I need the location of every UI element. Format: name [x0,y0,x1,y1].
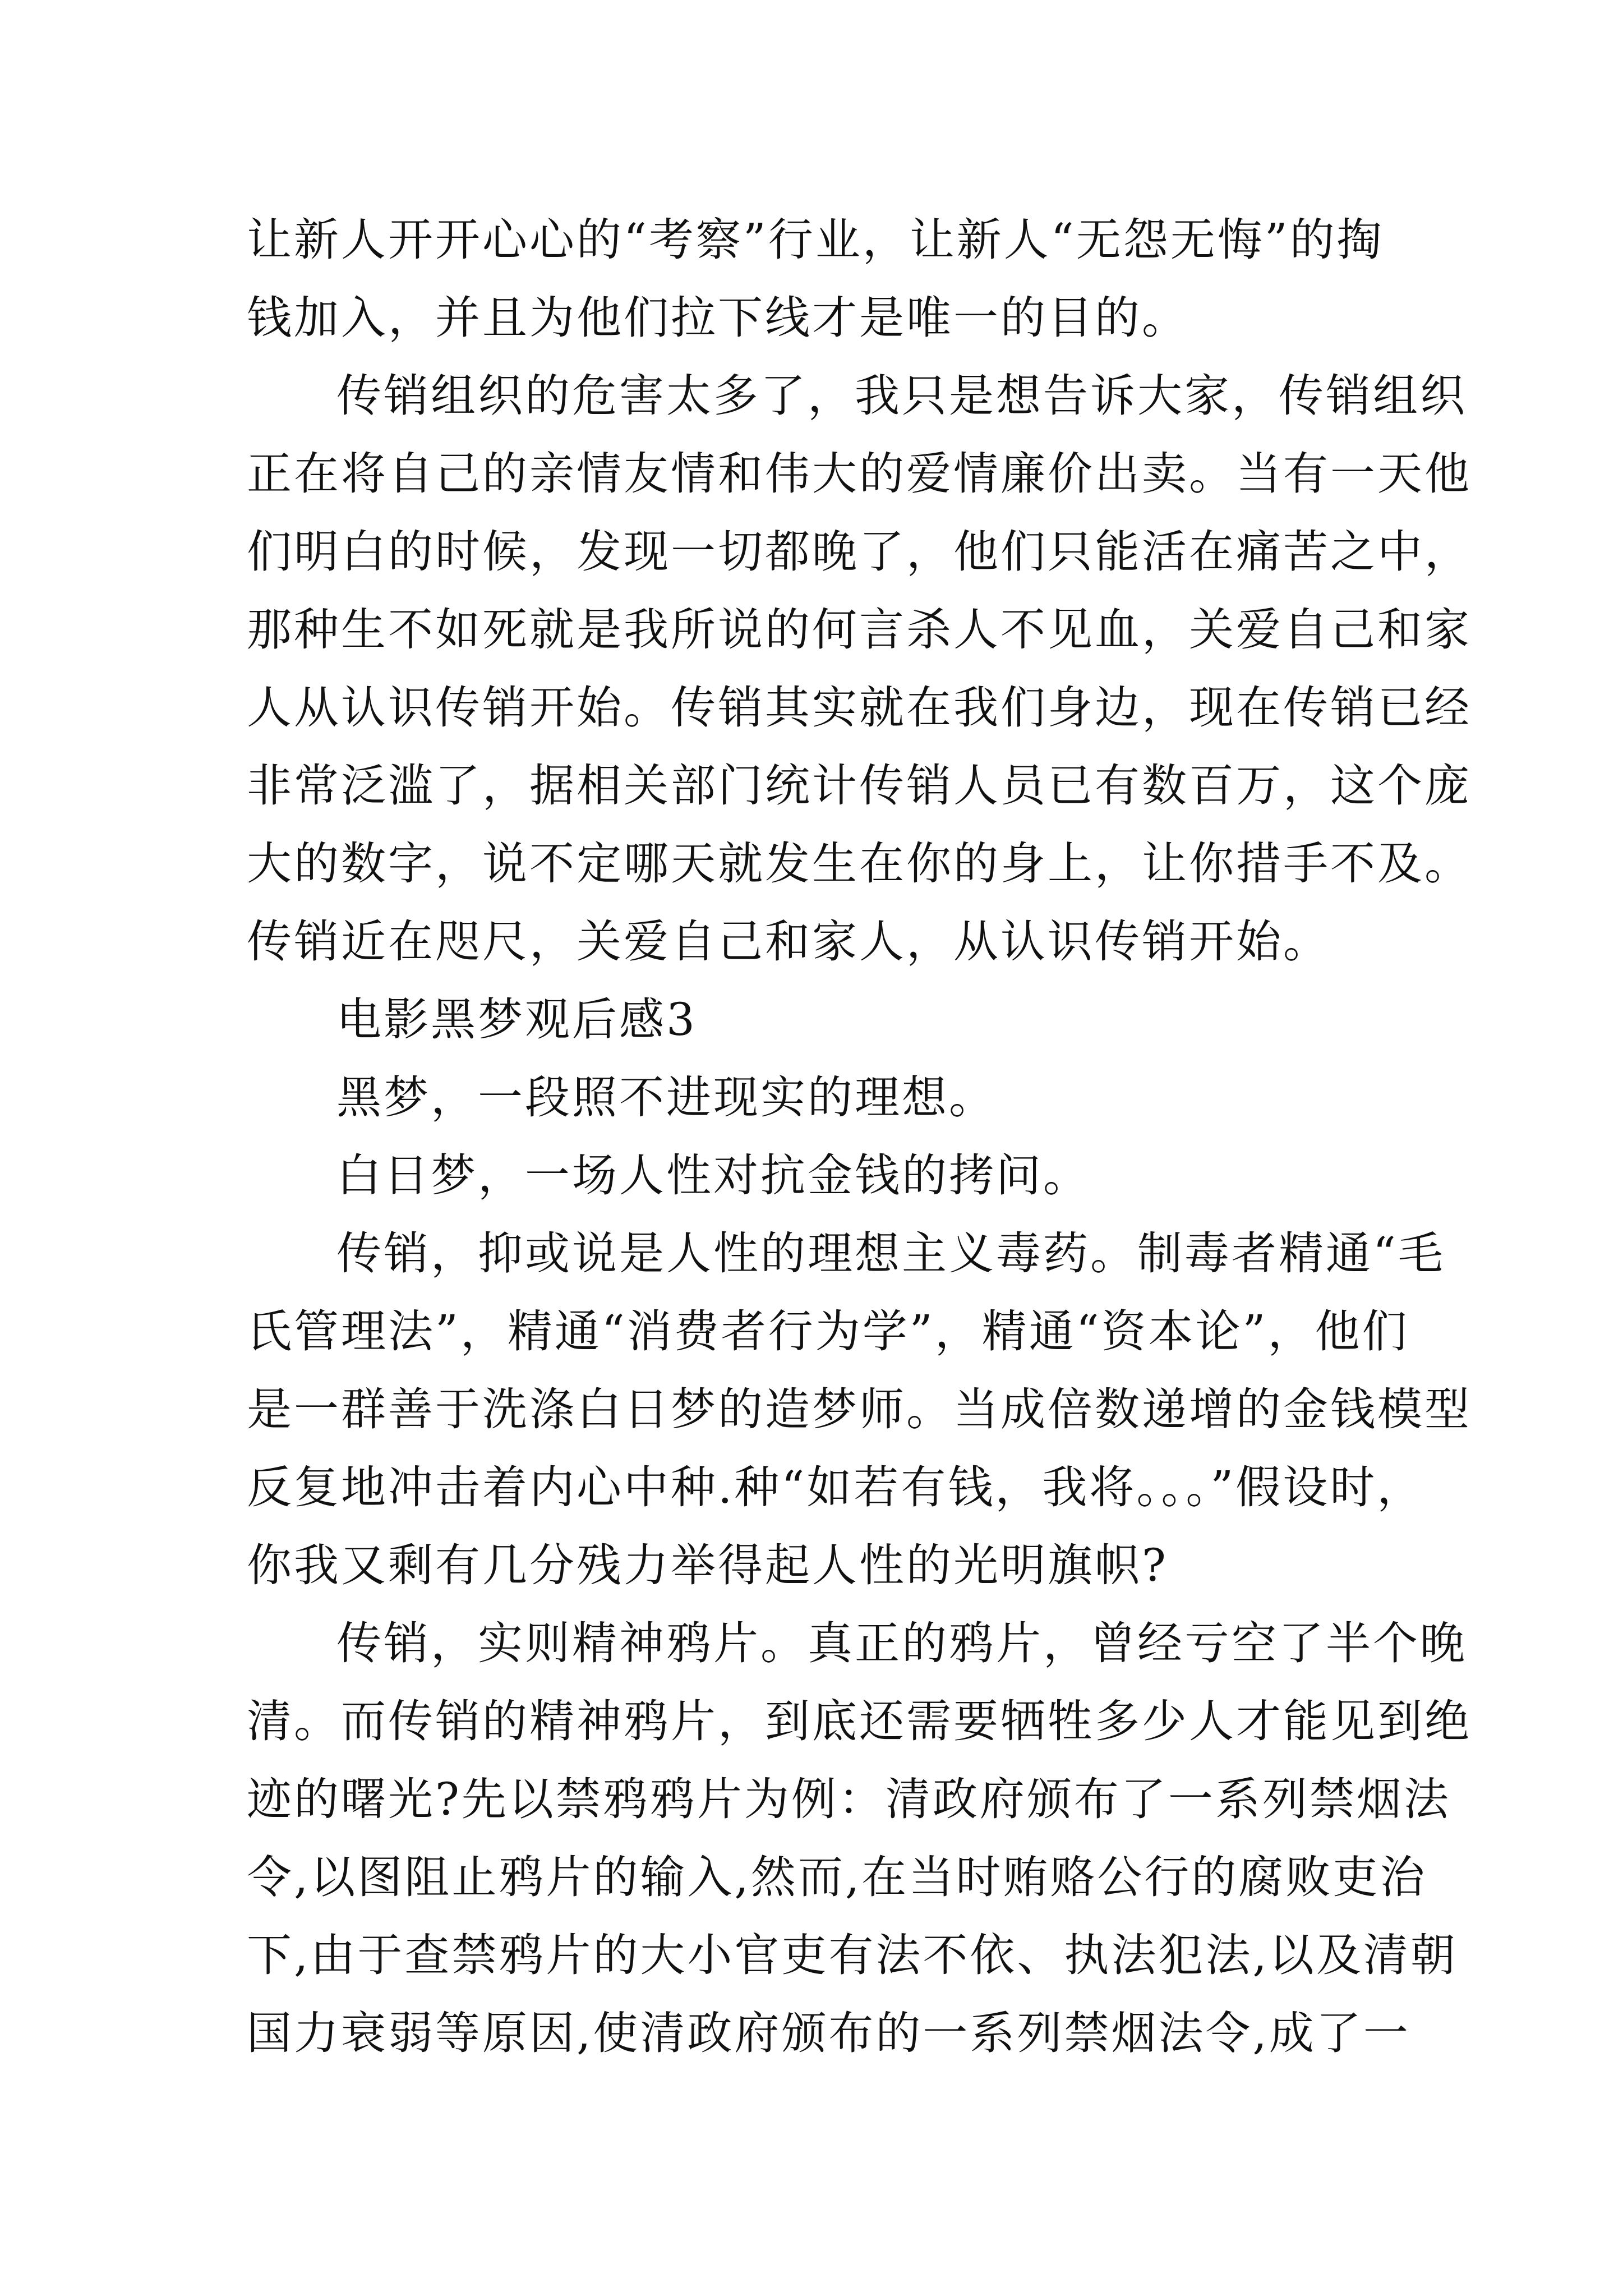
text-line: 传销，实则精神鸦片。真正的鸦片，曾经亏空了半个晚 [336,1617,1467,1669]
text-line: 是一群善于洗涤白日梦的造梦师。当成倍数递增的金钱模型 [247,1383,1472,1435]
section-heading: 电影黑梦观后感3 [336,993,697,1046]
text-line: 人从认识传销开始。传销其实就在我们身边，现在传销已经 [247,682,1472,734]
text-line: 钱加入，并且为他们拉下线才是唯一的目的。 [247,292,1189,344]
text-line: 氏管理法”，精通“消费者行为学”，精通“资本论”，他们 [247,1305,1409,1358]
text-line: 传销，抑或说是人性的理想主义毒药。制毒者精通“毛 [336,1227,1445,1280]
text-line: 国力衰弱等原因,使清政府颁布的一系列禁烟法令,成了一 [247,2007,1410,2059]
body-text [247,201,1472,2072]
text-line: 下,由于查禁鸦片的大小官吏有法不依、执法犯法,以及清朝 [247,1929,1458,1981]
text-line: 让新人开开心心的“考察”行业，让新人“无怨无悔”的掏 [247,214,1384,266]
text-line: 那种生不如死就是我所说的何言杀人不见血，关爱自己和家 [247,604,1472,656]
text-line: 正在将自己的亲情友情和伟大的爱情廉价出卖。当有一天他 [247,448,1472,500]
text-line: 反复地冲击着内心中种.种“如若有钱，我将。。。”假设时， [247,1461,1424,1513]
text-line: 传销组织的危害太多了，我只是想告诉大家，传销组织 [336,370,1467,422]
text-line: 非常泛滥了，据相关部门统计传销人员已有数百万，这个庞 [247,760,1472,812]
text-line: 大的数字，说不定哪天就发生在你的身上，让你措手不及。 [247,838,1472,890]
text-line: 们明白的时候，发现一切都晚了，他们只能活在痛苦之中， [247,526,1472,578]
text-line: 黑梦，一段照不进现实的理想。 [336,1071,996,1124]
text-line: 令,以图阻止鸦片的输入,然而,在当时贿赂公行的腐败吏治 [247,1851,1427,1903]
text-line: 你我又剩有几分残力举得起人性的光明旗帜? [247,1539,1168,1591]
text-line: 传销近在咫尺，关爱自己和家人，从认识传销开始。 [247,915,1330,968]
text-line: 清。而传销的精神鸦片，到底还需要牺牲多少人才能见到绝 [247,1695,1472,1747]
text-line: 迹的曙光?先以禁鸦鸦片为例：清政府颁布了一系列禁烟法 [247,1773,1451,1825]
text-line: 白日梦，一场人性对抗金钱的拷问。 [336,1149,1090,1202]
